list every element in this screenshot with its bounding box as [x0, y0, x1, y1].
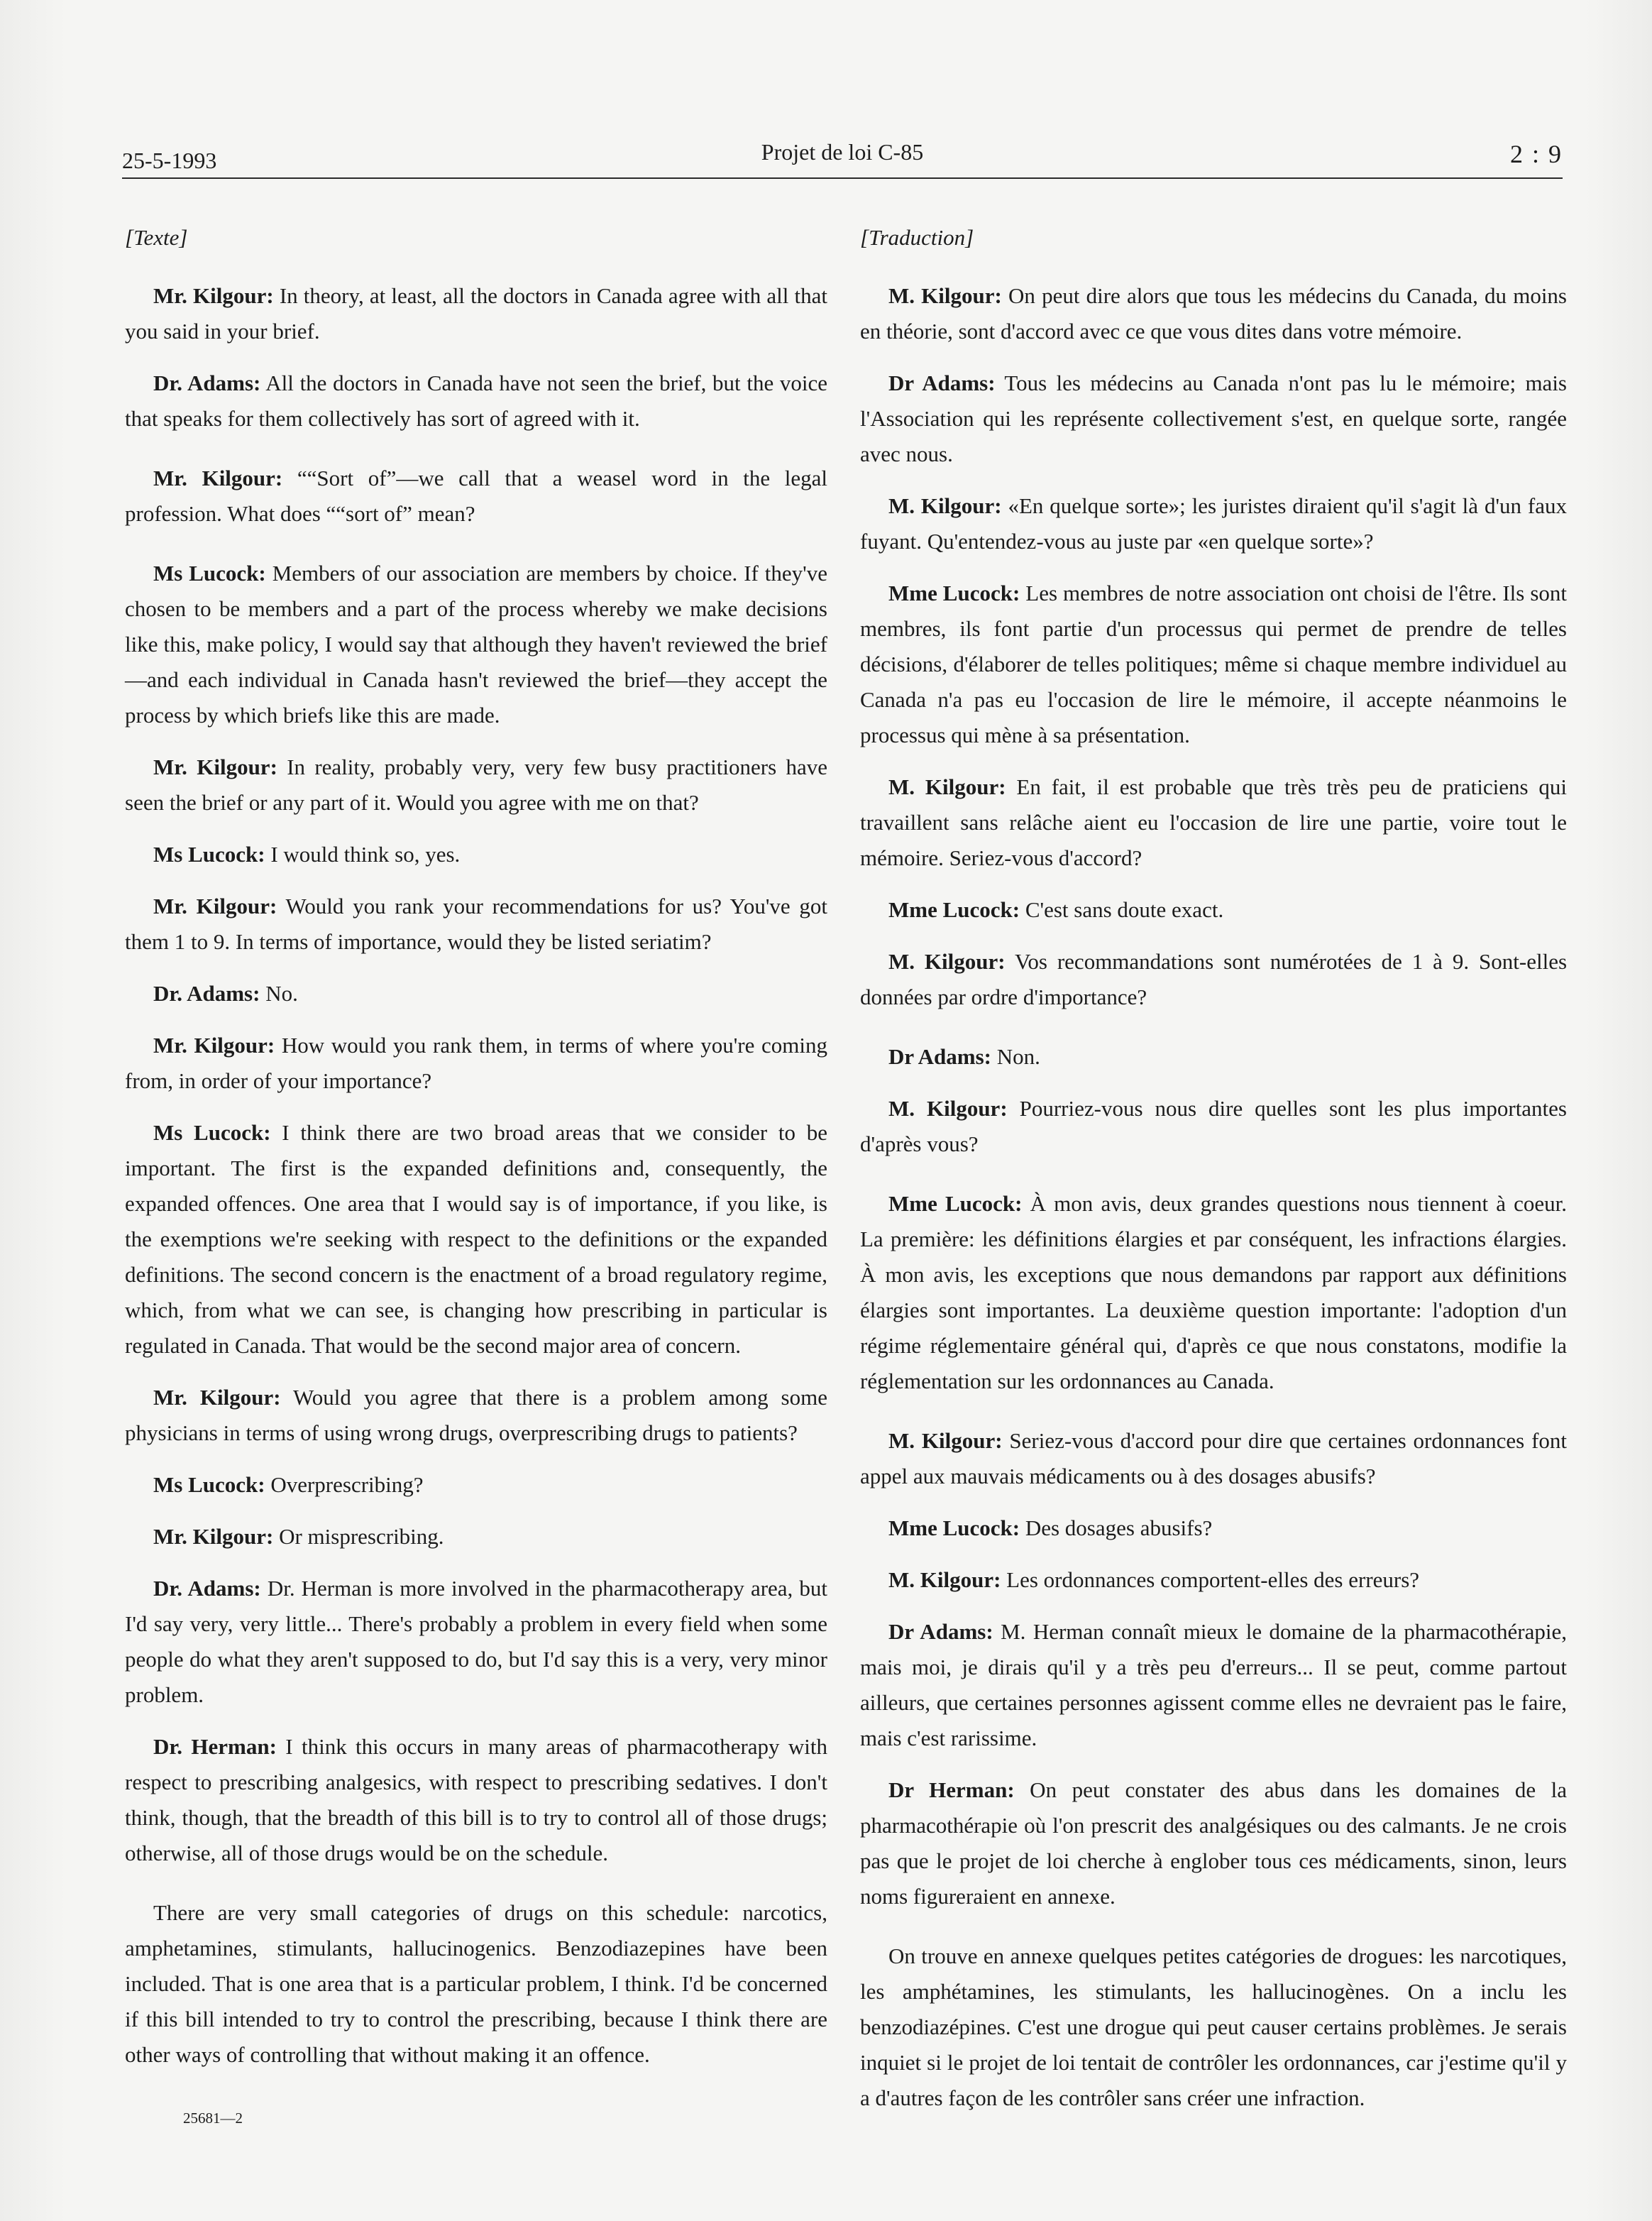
speaker-name: M. Kilgour: — [888, 949, 1006, 974]
speech-text: Would you rank your recommendations for us? You've got them 1 to 9. In terms of importance, would they be listed seriatim? — [125, 894, 827, 954]
column-tag: [Traduction] — [860, 225, 974, 250]
speaker-name: Ms Lucock: — [153, 842, 265, 867]
transcript-paragraph — [125, 1028, 827, 1099]
speaker-name: Ms Lucock: — [153, 1120, 271, 1145]
speaker-name: Dr. Herman: — [153, 1734, 277, 1759]
column-tag: [Texte] — [125, 225, 188, 250]
speech-text: «En quelque sorte»; les juristes diraient qu'il s'agit là d'un faux fuyant. Qu'entendez-vous au juste par «en quelque sorte»? — [860, 493, 1568, 554]
speech-text: In reality, probably very, very few busy practitioners have seen the brief or any part of it. Would you agree with me on that? — [125, 755, 827, 815]
french-column — [860, 220, 1567, 2132]
transcript-paragraph — [860, 1510, 1567, 1546]
speech-text: There are very small categories of drugs on this schedule: narcotics, amphetamines, stimulants, hallucinogenics. Benzodiazepines have been included. That is one area that is a particular problem, I think. I'd be concerned if this bill intended to try to control the prescribing, because I think there are other ways of controlling that without making it an offence. — [125, 1900, 827, 2067]
transcript-paragraph — [860, 1772, 1567, 1914]
speech-text: On peut constater des abus dans les domaines de la pharmacothérapie où l'on prescrit des analgésiques ou des calmants. Je ne crois pas que le projet de loi cherche à englober tous ces médicaments, sinon, leurs noms figureraient en annexe. — [860, 1777, 1567, 1909]
speaker-name: Mr. Kilgour: — [153, 1524, 274, 1549]
speech-text: On peut dire alors que tous les médecins du Canada, du moins en théorie, sont d'accord avec ce que vous dites dans votre mémoire. — [860, 283, 1567, 344]
speech-text: Or misprescribing. — [273, 1524, 444, 1549]
speech-text: M. Herman connaît mieux le domaine de la pharmacothérapie, mais moi, je dirais qu'il y a très peu d'erreurs... Il se peut, comme partout ailleurs, que certaines personnes agissent comme elles ne devraient pas le faire, mais c'est rarissime. — [860, 1619, 1567, 1750]
speech-text: I think this occurs in many areas of pharmacotherapy with respect to prescribing analgesics, with respect to prescribing sedatives. I don't think, though, that the breadth of this bill is to try to control all of those drugs; otherwise, all of those drugs would be on the schedule. — [125, 1734, 828, 1865]
speech-text: Pourriez-vous nous dire quelles sont les plus importantes d'après vous? — [860, 1096, 1567, 1156]
transcript-paragraph — [860, 488, 1567, 559]
transcript-paragraph — [125, 976, 827, 1011]
speaker-name: Ms Lucock: — [153, 561, 266, 586]
transcript-paragraph — [125, 750, 827, 821]
speaker-name: M. Kilgour: — [888, 283, 1002, 308]
transcript-paragraph — [125, 461, 827, 532]
speech-text: Non. — [991, 1044, 1040, 1069]
speech-text: Overprescribing? — [265, 1472, 424, 1497]
transcript-paragraph — [125, 1729, 827, 1871]
speaker-name: Mr. Kilgour: — [153, 283, 274, 308]
speaker-name: Mme Lucock: — [888, 897, 1020, 922]
transcript-paragraph — [860, 278, 1567, 349]
speech-text: Les ordonnances comportent-elles des erreurs? — [1001, 1567, 1420, 1592]
transcript-paragraph — [860, 1039, 1567, 1075]
transcript-paragraph — [860, 1423, 1567, 1494]
transcript-paragraph — [860, 366, 1567, 472]
speaker-name: Mme Lucock: — [888, 1191, 1023, 1216]
speech-text: Tous les médecins au Canada n'ont pas lu le mémoire; mais l'Association qui les représente collectivement s'est, en quelque sorte, rangée avec nous. — [860, 371, 1567, 466]
speech-text: No. — [260, 981, 298, 1006]
speaker-name: Ms Lucock: — [153, 1472, 265, 1497]
speaker-name: M. Kilgour: — [888, 1096, 1008, 1121]
transcript-paragraph — [125, 366, 827, 437]
transcript-paragraph — [125, 556, 827, 733]
speech-text: On trouve en annexe quelques petites catégories de drogues: les narcotiques, les amphétamines, les stimulants, les hallucinogènes. On a inclu les benzodiazépines. C'est une drogue qui peut causer certains problèmes. Je serais inquiet si le projet de loi tentait de contrôler les ordonnances, car j'estime qu'il y a d'autres façon de les contrôler sans créer une infraction. — [860, 1943, 1567, 2110]
speaker-name: Dr Herman: — [888, 1777, 1015, 1802]
transcript-paragraph — [860, 1562, 1567, 1598]
transcript-paragraph — [125, 1380, 827, 1451]
speaker-name: Mr. Kilgour: — [153, 755, 277, 779]
transcript-paragraph — [125, 837, 827, 872]
header-page-number: 2 : 9 — [1509, 140, 1563, 168]
speaker-name: Mme Lucock: — [888, 581, 1020, 605]
transcript-paragraph — [860, 944, 1567, 1015]
speech-text: All the doctors in Canada have not seen the brief, but the voice that speaks for them collectively has sort of agreed with it. — [125, 371, 827, 431]
transcript-paragraph — [860, 1186, 1567, 1399]
transcript-paragraph — [125, 1895, 827, 2073]
speaker-name: M. Kilgour: — [888, 493, 1002, 518]
speech-text: Would you agree that there is a problem among some physicians in terms of using wrong drugs, overprescribing drugs to patients? — [125, 1385, 827, 1445]
speaker-name: Mr. Kilgour: — [153, 466, 283, 490]
transcript-paragraph — [860, 892, 1567, 928]
speech-text: Dr. Herman is more involved in the pharmacotherapy area, but I'd say very, very little... There's probably a problem in every field when some people do what they aren't supposed to do, but I'd say this is a very, very minor problem. — [125, 1576, 827, 1707]
speaker-name: Dr Adams: — [888, 1044, 991, 1069]
speaker-name: Dr. Adams: — [153, 371, 261, 395]
transcript-paragraph — [860, 1938, 1567, 2116]
transcript-paragraph — [860, 769, 1567, 876]
speaker-name: Dr. Adams: — [153, 981, 260, 1006]
speaker-name: Mme Lucock: — [888, 1515, 1020, 1540]
speech-text: C'est sans doute exact. — [1020, 897, 1224, 922]
header-date: 25-5-1993 — [122, 148, 217, 173]
page-header — [122, 139, 1563, 182]
speech-text: In theory, at least, all the doctors in Canada agree with all that you said in your brief. — [125, 283, 827, 344]
speech-text: Seriez-vous d'accord pour dire que certaines ordonnances font appel aux mauvais médicaments ou à des dosages abusifs? — [860, 1428, 1568, 1488]
speech-text: À mon avis, deux grandes questions nous tiennent à coeur. La première: les définitions élargies et par conséquent, les infractions élargies. À mon avis, les exceptions que nous demandons par rapport aux définitions élargies sont importantes. La deuxième question importante: l'adoption d'un régime réglementaire général qui, d'après ce que nous constatons, modifie la réglementation sur les ordonnances au Canada. — [860, 1191, 1568, 1393]
speaker-name: M. Kilgour: — [888, 1428, 1003, 1453]
speech-text: Vos recommandations sont numérotées de 1 à 9. Sont-elles données par ordre d'importance? — [860, 949, 1568, 1009]
speech-text: En fait, il est probable que très très peu de praticiens qui travaillent sans relâche aient eu l'occasion de lire une partie, voire tout le mémoire. Seriez-vous d'accord? — [860, 774, 1567, 870]
speaker-name: Mr. Kilgour: — [153, 1385, 281, 1410]
speaker-name: Mr. Kilgour: — [153, 894, 277, 918]
speaker-name: Dr. Adams: — [153, 1576, 261, 1601]
speech-text: Les membres de notre association ont choisi de l'être. Ils sont membres, ils font partie d'un processus qui permet de prendre de telles décisions, d'élaborer de telles politiques; même si chaque membre individuel au Canada n'a pas eu l'occasion de lire le mémoire, il accepte néanmoins le processus qui mène à sa présentation. — [860, 581, 1568, 747]
speaker-name: Dr Adams: — [888, 371, 996, 395]
speech-text: Members of our association are members by choice. If they've chosen to be members and a part of the process whereby we make decisions like this, make policy, I would say that although they haven't reviewed the brief—and each individual in Canada hasn't reviewed the brief—they accept the process by which briefs like this are made. — [125, 561, 828, 728]
header-rule — [122, 177, 1563, 179]
transcript-paragraph — [860, 576, 1567, 753]
transcript-paragraph — [125, 278, 827, 349]
transcript-paragraph — [125, 1467, 827, 1503]
transcript-paragraph — [860, 1614, 1567, 1756]
header-title: Projet de loi C-85 — [761, 139, 924, 165]
transcript-paragraph — [860, 1091, 1567, 1162]
speech-text: ““Sort of”—we call that a weasel word in the legal profession. What does ““sort of” mean? — [125, 466, 827, 526]
speaker-name: M. Kilgour: — [888, 1567, 1001, 1592]
speaker-name: Mr. Kilgour: — [153, 1033, 275, 1058]
speech-text: Des dosages abusifs? — [1020, 1515, 1213, 1540]
speech-text: I would think so, yes. — [265, 842, 461, 867]
speech-text: I think there are two broad areas that we consider to be important. The first is the expanded definitions and, consequently, the expanded offences. One area that I would say is of importance, if you like, is the exemptions we're seeking with respect to the definitions or the expanded definitions. The second concern is the enactment of a broad regulatory regime, which, from what we can see, is changing how prescribing in particular is regulated in Canada. That would be the second major area of concern. — [125, 1120, 827, 1358]
footer-code: 25681—2 — [183, 2110, 243, 2127]
speaker-name: Dr Adams: — [888, 1619, 993, 1644]
speaker-name: M. Kilgour: — [888, 774, 1006, 799]
transcript-paragraph — [125, 889, 827, 960]
english-column — [125, 220, 827, 2089]
transcript-paragraph — [125, 1519, 827, 1554]
transcript-paragraph — [125, 1571, 827, 1713]
speech-text: How would you rank them, in terms of where you're coming from, in order of your importance? — [125, 1033, 827, 1093]
transcript-paragraph — [125, 1115, 827, 1364]
